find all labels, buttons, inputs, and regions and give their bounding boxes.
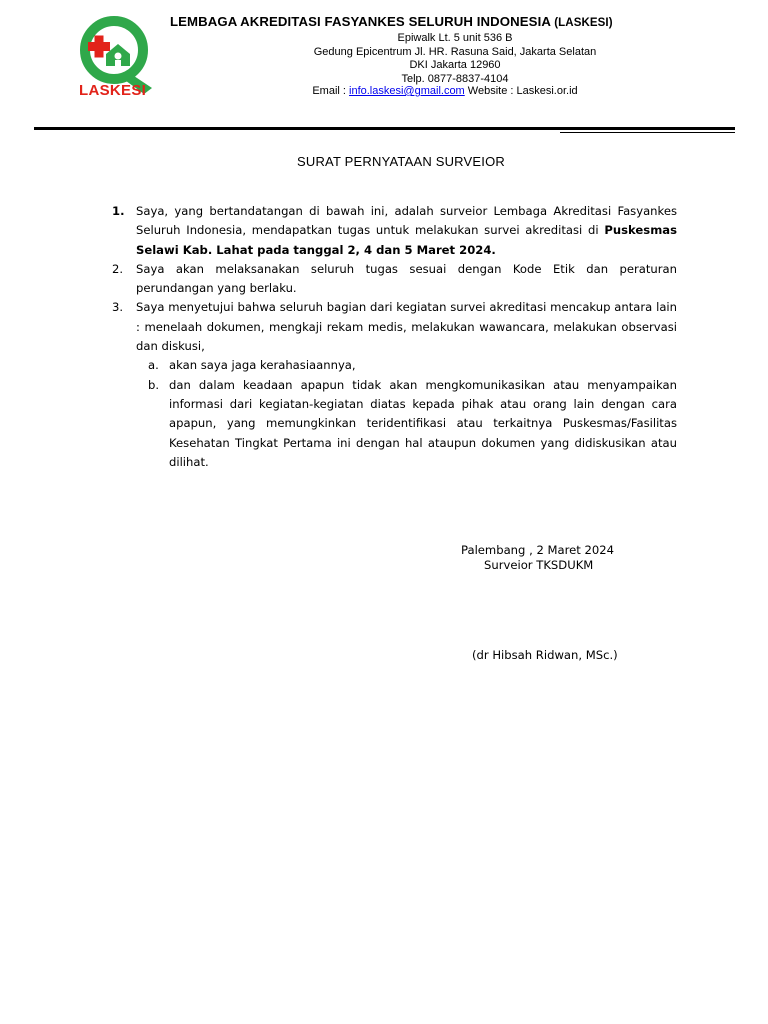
sub-item-letter: a. — [148, 358, 159, 373]
email-link[interactable]: info.laskesi@gmail.com — [349, 85, 465, 97]
list-item-3 — [110, 298, 677, 356]
logo-text: LASKESI — [79, 82, 147, 99]
item-number: 3. — [112, 300, 124, 315]
website-text: Website : Laskesi.or.id — [467, 85, 578, 97]
sub-item-a — [110, 356, 677, 375]
phone-line: Telp. 0877-8837-4104 — [401, 72, 509, 85]
item-text: Saya akan melaksanakan seluruh tugas sesuai dengan Kode Etik dan peraturan perundangan yang berlaku. — [136, 261, 677, 296]
signature-place-date: Palembang , 2 Maret 2024 — [461, 543, 614, 557]
address-line-3: DKI Jakarta 12960 — [409, 59, 501, 71]
contact-line — [210, 85, 680, 99]
letterhead — [0, 0, 768, 130]
organization-full-name: LEMBAGA AKREDITASI FASYANKES SELURUH INDONESIA — [170, 14, 551, 29]
list-item-2 — [110, 260, 677, 299]
organization-name — [170, 14, 740, 29]
statement-list — [110, 202, 677, 472]
sub-item-letter: b. — [148, 377, 160, 392]
sub-item-b — [110, 376, 677, 472]
document-title: SURAT PERNYATAAN SURVEIOR — [297, 154, 505, 169]
item-text: Saya menyetujui bahwa seluruh bagian dari kegiatan survei akreditasi mencakup antara lain : menelaah dokumen, mengkaji rekam medis, melakukan wawancara, melakukan observasi dan diskusi, — [136, 300, 677, 354]
signature-name: (dr Hibsah Ridwan, MSc.) — [472, 648, 618, 662]
item-text-bold: Puskesmas Selawi Kab. Lahat pada tanggal 2, 4 dan 5 Maret 2024. — [136, 223, 677, 257]
item-number: 2. — [112, 261, 124, 276]
sub-item-text: akan saya jaga kerahasiaannya, — [169, 358, 356, 373]
letterhead-rule-thin — [560, 132, 735, 133]
letterhead-rule — [34, 127, 735, 130]
organization-abbreviation: (LASKESI) — [554, 17, 613, 29]
item-number: 1. — [112, 204, 125, 218]
address-line-1: Epiwalk Lt. 5 unit 536 B — [397, 32, 513, 44]
list-item-1 — [110, 202, 677, 260]
sub-item-text: dan dalam keadaan apapun tidak akan mengkomunikasikan atau menyampaikan informasi dari kegiatan-kegiatan diatas kepada pihak atau orang lain dengan cara apapun, yang memungkinkan teridentifikasi atau terkaitnya Puskesmas/Fasilitas Kesehatan Tingkat Pertama ini dengan hal ataupun dokumen yang didiskusikan atau dilihat. — [169, 377, 677, 469]
email-label: Email : — [312, 85, 346, 97]
signature-role: Surveior TKSDUKM — [484, 558, 594, 572]
item-text: Saya, yang bertandatangan di bawah ini, adalah surveior Lembaga Akreditasi Fasyankes Seluruh Indonesia, mendapatkan tugas untuk melakukan survei akreditasi di — [136, 204, 677, 238]
address-line-2: Gedung Epicentrum Jl. HR. Rasuna Said, Jakarta Selatan — [313, 45, 597, 58]
